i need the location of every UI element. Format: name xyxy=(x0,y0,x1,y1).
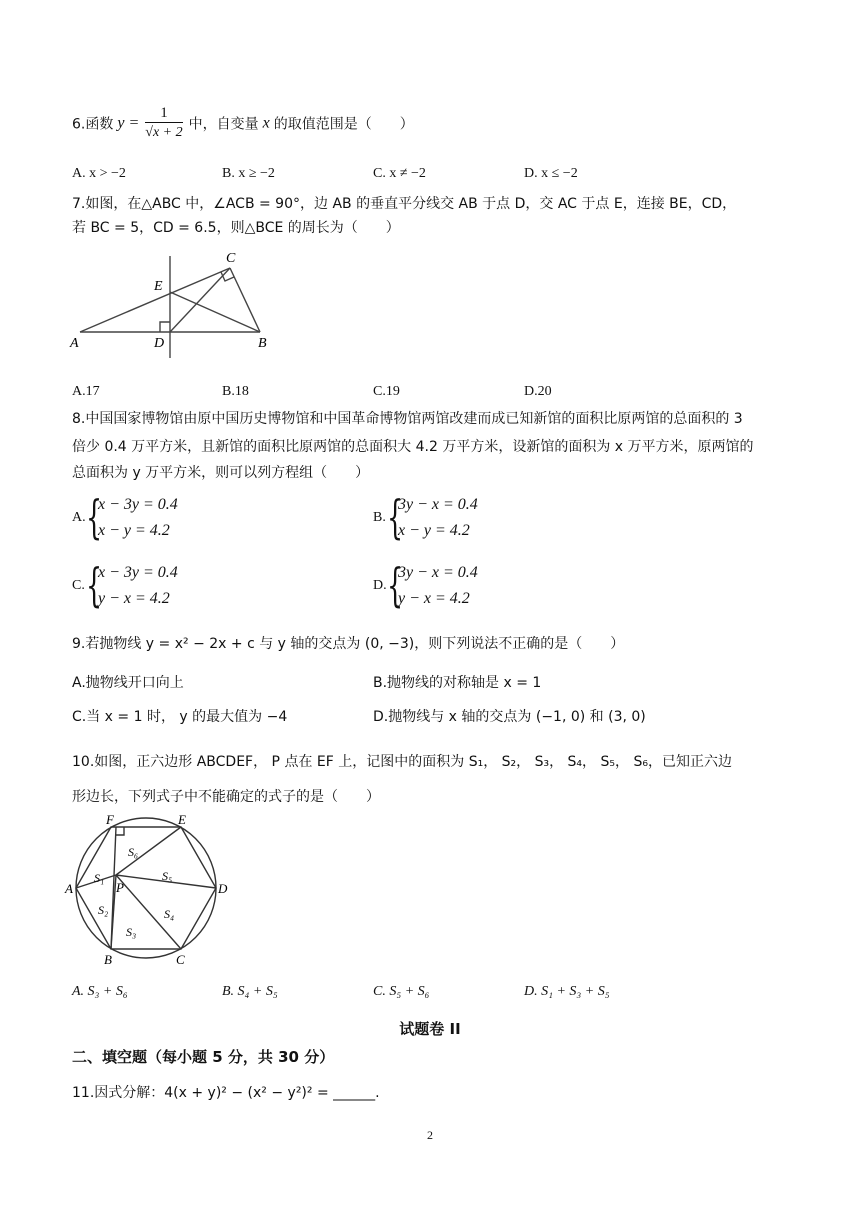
q9-option-b: B.抛物线的对称轴是 x = 1 xyxy=(373,675,542,691)
q8-option-b-label: B. xyxy=(373,510,386,525)
q7-triangle-figure xyxy=(68,248,278,358)
q7-label-e: E xyxy=(154,279,163,294)
section2-title: 试题卷 II xyxy=(399,1020,461,1038)
q8-option-d-eq1: 3y − x = 0.4 xyxy=(398,564,478,581)
q6-option-b: B. x ≥ −2 xyxy=(222,166,275,181)
q10-label-s6: S₆ xyxy=(128,845,139,859)
q10-label-s1: S₁ xyxy=(94,871,105,885)
q10-hexagon-figure xyxy=(64,812,234,972)
q7-option-a: A.17 xyxy=(72,384,100,399)
q8-option-a-brace: { xyxy=(86,490,103,544)
q8-line3: 总面积为 y 万平方米，则可以列方程组（ ） xyxy=(72,465,370,481)
q6-fraction xyxy=(145,104,182,143)
q6-numerator: 1 xyxy=(145,104,182,123)
q10-label-p: P xyxy=(116,880,124,895)
q6-var: x xyxy=(262,114,270,132)
q6-option-d: D. x ≤ −2 xyxy=(524,166,578,181)
q7-label-d: D xyxy=(154,336,165,351)
q9-option-d: D.抛物线与 x 轴的交点为 (−1, 0) 和 (3, 0) xyxy=(373,709,646,725)
q9-option-c: C.当 x = 1 时， y 的最大值为 −4 xyxy=(72,709,288,725)
q6-option-c: C. x ≠ −2 xyxy=(373,166,426,181)
q10-label-f: F xyxy=(106,812,114,827)
q7-option-b: B.18 xyxy=(222,384,249,399)
q10-line1: 10.如图，正六边形 ABCDEF， P 点在 EF 上，记图中的面积为 S₁， S₂， S₃， S₄， S₅， S₆，已知正六边 xyxy=(72,754,732,770)
q8-line2: 倍少 0.4 万平方米，且新馆的面积比原两馆的总面积大 4.2 万平方米，设新馆的面积为 x 万平方米，原两馆的 xyxy=(72,439,754,455)
q10-option-d: D. S₁ + S₃ + S₅ xyxy=(524,984,610,999)
q7-line1: 7.如图，在△ABC 中，∠ACB = 90°，边 AB 的垂直平分线交 AB 于点 D，交 AC 于点 E，连接 BE，CD， xyxy=(72,196,737,212)
q6-option-a: A. x > −2 xyxy=(72,166,126,181)
q8-option-a-eq2: x − y = 4.2 xyxy=(98,522,170,539)
q8-option-c-eq2: y − x = 4.2 xyxy=(98,590,170,607)
q8-option-c-brace: { xyxy=(86,558,103,612)
q10-label-s2: S₂ xyxy=(98,903,109,917)
q8-option-b-eq1: 3y − x = 0.4 xyxy=(398,496,478,513)
q7-label-a: A xyxy=(70,336,79,351)
q6 xyxy=(72,104,414,154)
q7-label-b: B xyxy=(258,336,267,351)
q10-label-s4: S₄ xyxy=(164,907,175,921)
q10-label-s3: S₃ xyxy=(126,925,137,939)
q8-option-b-eq2: x − y = 4.2 xyxy=(398,522,470,539)
q10-option-c: C. S₅ + S₆ xyxy=(373,984,430,999)
section2-heading: 二、填空题（每小题 5 分，共 30 分） xyxy=(72,1048,335,1066)
q8-option-a-label: A. xyxy=(72,510,86,525)
q8-line1: 8.中国国家博物馆由原中国历史博物馆和中国革命博物馆两馆改建而成已知新馆的面积比原两馆的总面积的 3 xyxy=(72,411,743,427)
q10-label-d: D xyxy=(218,881,228,896)
q7-option-d: D.20 xyxy=(524,384,552,399)
q6-func-lhs: y = xyxy=(117,114,140,132)
q10-option-b: B. S₄ + S₅ xyxy=(222,984,278,999)
q6-suffix: 中，自变量 xyxy=(188,116,259,133)
q6-denominator: √x + 2 xyxy=(145,125,183,140)
q10-label-a: A xyxy=(65,881,73,896)
q8-option-d-eq2: y − x = 4.2 xyxy=(398,590,470,607)
q10-option-a: A. S₃ + S₆ xyxy=(72,984,128,999)
q8-option-b-brace: { xyxy=(387,490,404,544)
q8-option-d-brace: { xyxy=(387,558,404,612)
q11: 11.因式分解：4(x + y)² − (x² − y²)² = ______. xyxy=(72,1085,380,1101)
q8-option-d-label: D. xyxy=(373,578,387,593)
q8-option-c-label: C. xyxy=(72,578,85,593)
q6-suffix2: 的取值范围是（ ） xyxy=(273,116,414,133)
q9-line1: 9.若抛物线 y = x² − 2x + c 与 y 轴的交点为 (0, −3)，则下列说法不正确的是（ ） xyxy=(72,636,625,652)
q7-option-c: C.19 xyxy=(373,384,400,399)
q10-label-c: C xyxy=(176,952,185,967)
page-number: 2 xyxy=(427,1128,433,1142)
q10-line2: 形边长，下列式子中不能确定的式子的是（ ） xyxy=(72,789,380,805)
q7-line2: 若 BC = 5，CD = 6.5，则△BCE 的周长为（ ） xyxy=(72,220,400,236)
q10-label-s5: S₅ xyxy=(162,869,173,883)
q8-option-a-eq1: x − 3y = 0.4 xyxy=(98,496,178,513)
q10-label-e: E xyxy=(178,812,186,827)
q6-prefix: 6.函数 xyxy=(72,116,114,133)
q10-label-b: B xyxy=(104,952,112,967)
q8-option-c-eq1: x − 3y = 0.4 xyxy=(98,564,178,581)
q9-option-a: A.抛物线开口向上 xyxy=(72,675,184,691)
q7-label-c: C xyxy=(226,251,236,266)
